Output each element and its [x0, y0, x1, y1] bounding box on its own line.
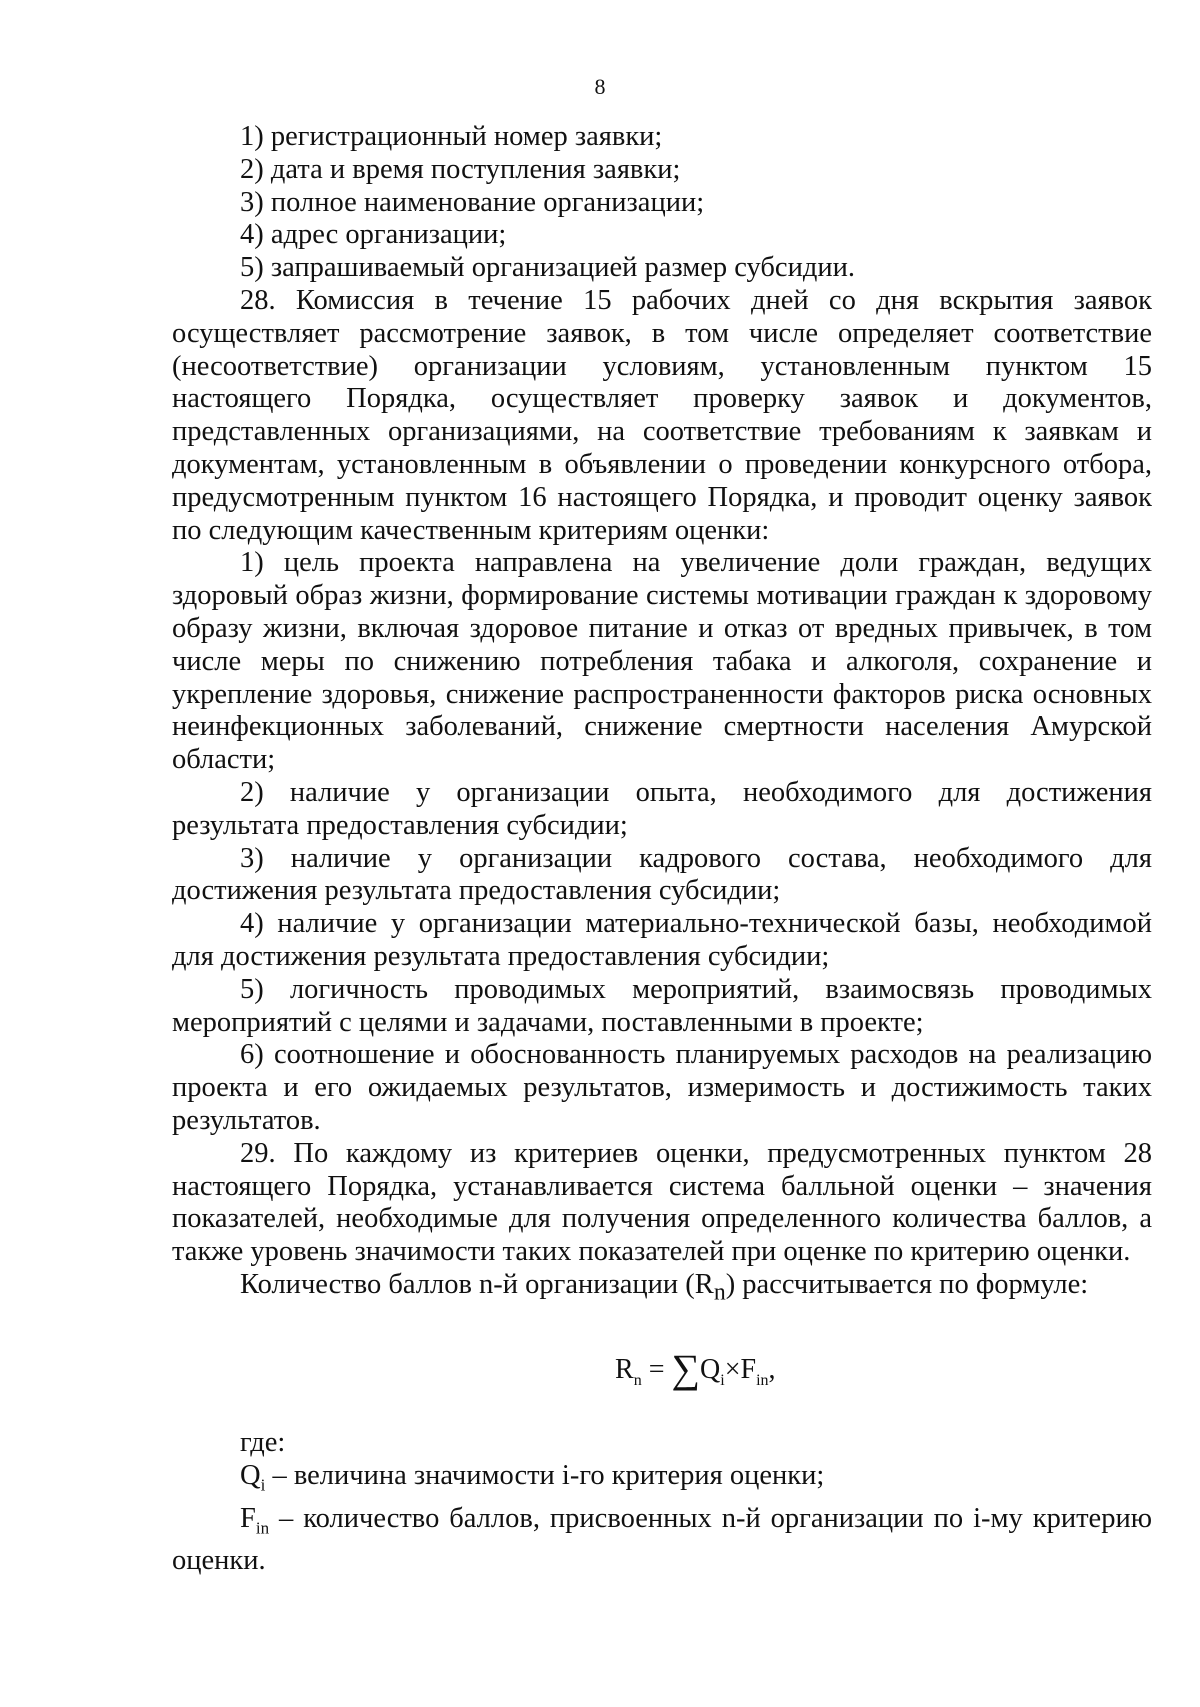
paragraph-28: 28. Комиссия в течение 15 рабочих дней со дня вскрытия заявок осуществляет рассмотрение заявок, в том числе определяет соответствие (несоответствие) организации условиям, установленным пунктом 15 настоящего Порядка, осуществляет проверку заявок и документов, представленных организациями, на соответствие требованиям к заявкам и документам, установленным в объявлении о проведении конкурсного отбора, предусмотренным пунктом 16 настоящего Порядка, и проводит оценку заявок по следующим качественным критериям оценки:: [172, 284, 1152, 546]
sum-symbol: ∑: [671, 1346, 700, 1392]
criterion-2: 2) наличие у организации опыта, необходимого для достижения результата предоставления субсидии;: [172, 776, 1152, 841]
document-body: [172, 121, 1152, 1578]
list-item-5: 5) запрашиваемый организацией размер субсидии.: [240, 252, 855, 284]
definition-f: $F_{in}$ – количество баллов, присвоенных n-й организации по i-му критерию оценки.: [172, 1502, 1152, 1577]
criterion-6: 6) соотношение и обоснованность планируемых расходов на реализацию проекта и его ожидаемых результатов, измеримость и достижимость таких результатов.: [172, 1039, 1152, 1136]
criterion-3: 3) наличие у организации кадрового состава, необходимого для достижения результата предоставления субсидии;: [172, 842, 1152, 907]
score-intro: Количество баллов n-й организации $(R_n)$ рассчитывается по формуле:: [240, 1268, 1089, 1306]
criterion-1: 1) цель проекта направлена на увеличение доли граждан, ведущих здоровый образ жизни, формирование системы мотивации граждан к здоровому образу жизни, включая здоровое питание и отказ от вредных привычек, в том числе меры по снижению потребления табака и алкоголя, сохранение и укрепление здоровья, снижение распространенности факторов риска основных неинфекционных заболеваний, снижение смертности населения Амурской области;: [172, 547, 1152, 776]
page-number: 8: [594, 74, 606, 99]
where-label: где:: [240, 1427, 286, 1459]
score-formula: [172, 1309, 1152, 1427]
criterion-4: 4) наличие у организации материально-технической базы, необходимой для достижения результата предоставления субсидии;: [172, 908, 1152, 972]
definition-q: $Q_i$ – величина значимости i-го критерия оценки;: [240, 1460, 825, 1495]
formula-expression: $R_n = \sum Q_i\times F_{in}$,: [615, 1346, 776, 1392]
list-item-3: 3) полное наименование организации;: [240, 186, 705, 218]
list-item-4: 4) адрес организации;: [240, 219, 507, 251]
paragraph-29: 29. По каждому из критериев оценки, предусмотренных пунктом 28 настоящего Порядка, устанавливается система балльной оценки – значения показателей, необходимые для получения определенного количества баллов, а также уровень значимости таких показателей при оценке по критерию оценки.: [172, 1137, 1152, 1268]
list-item-2: 2) дата и время поступления заявки;: [240, 153, 681, 185]
list-item-1: 1) регистрационный номер заявки;: [240, 121, 663, 152]
criterion-5: 5) логичность проводимых мероприятий, взаимосвязь проводимых мероприятий с целями и задачами, поставленными в проекте;: [172, 973, 1152, 1038]
